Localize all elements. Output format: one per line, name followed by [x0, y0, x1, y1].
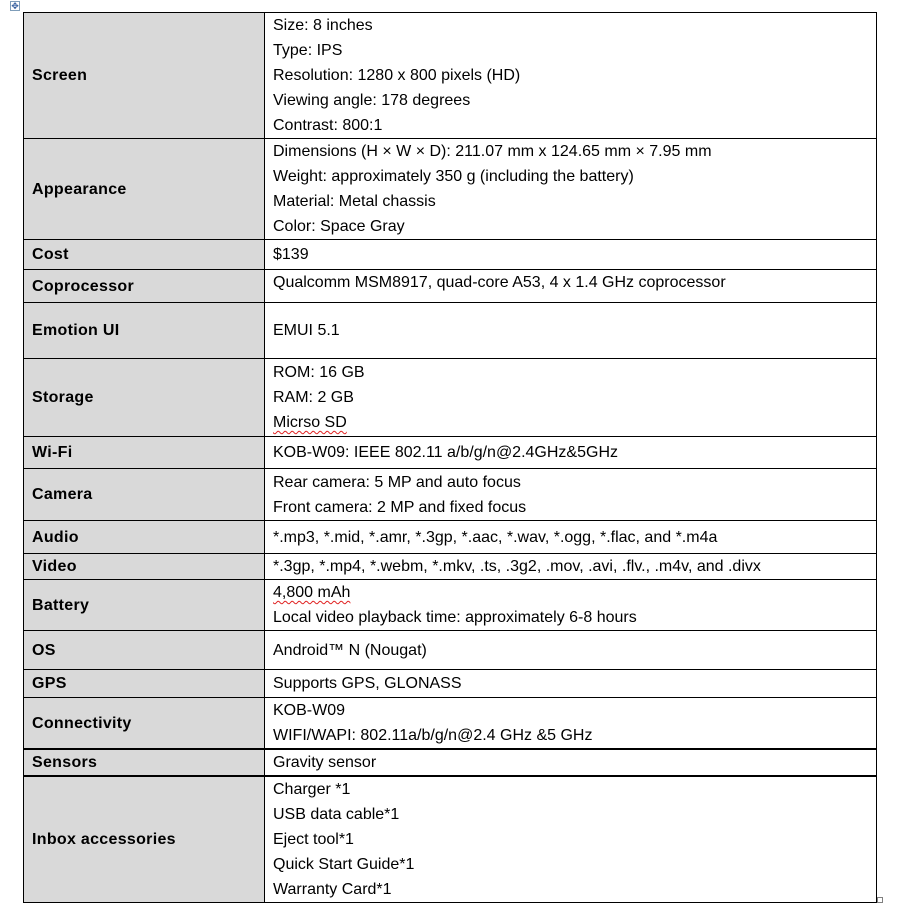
row-label-inbox-accessories: Inbox accessories	[24, 776, 265, 903]
value-line: Warranty Card*1	[273, 881, 392, 898]
row-label-cost: Cost	[24, 240, 265, 270]
row-label-connectivity: Connectivity	[24, 698, 265, 750]
value-line: KOB-W09	[273, 702, 346, 719]
value-line: RAM: 2 GB	[273, 389, 354, 406]
table-row	[24, 139, 877, 240]
row-label-audio: Audio	[24, 521, 265, 554]
value-line: *.mp3, *.mid, *.amr, *.3gp, *.aac, *.wav, *.ogg, *.flac, and *.m4a	[273, 528, 718, 546]
row-label-storage: Storage	[24, 359, 265, 437]
row-value-os[interactable]	[265, 631, 877, 670]
row-label-coprocessor: Coprocessor	[24, 270, 265, 303]
value-line: Size: 8 inches	[273, 17, 373, 34]
table-row	[24, 240, 877, 270]
table-row	[24, 698, 877, 750]
row-label-appearance: Appearance	[24, 139, 265, 240]
row-value-inbox-accessories[interactable]	[265, 776, 877, 903]
table-row	[24, 749, 877, 776]
value-line: Color: Space Gray	[273, 218, 405, 235]
spellcheck-flagged-text[interactable]: 4,800 mAh	[273, 584, 351, 601]
row-label-wifi: Wi-Fi	[24, 437, 265, 469]
row-label-gps: GPS	[24, 670, 265, 698]
table-row	[24, 270, 877, 303]
row-label-sensors: Sensors	[24, 749, 265, 776]
table-row	[24, 303, 877, 359]
row-value-gps[interactable]	[265, 670, 877, 698]
row-label-emotion-ui: Emotion UI	[24, 303, 265, 359]
row-value-sensors[interactable]	[265, 749, 877, 776]
value-line: Eject tool*1	[273, 831, 354, 848]
value-line: Front camera: 2 MP and fixed focus	[273, 498, 527, 516]
value-line	[273, 580, 868, 605]
table-row	[24, 13, 877, 139]
value-line: Quick Start Guide*1	[273, 856, 415, 873]
row-value-battery[interactable]	[265, 580, 877, 631]
table-row	[24, 776, 877, 903]
table-resize-handle[interactable]	[877, 897, 883, 903]
table-row	[24, 469, 877, 521]
value-line: USB data cable*1	[273, 806, 400, 823]
row-value-cost[interactable]	[265, 240, 877, 270]
row-value-emotion-ui[interactable]	[265, 303, 877, 359]
value-line: Android™ N (Nougat)	[273, 641, 427, 659]
value-line: *.3gp, *.mp4, *.webm, *.mkv, .ts, .3g2, .mov, .avi, .flv., .m4v, and .divx	[273, 558, 761, 575]
table-row	[24, 554, 877, 580]
row-value-appearance[interactable]	[265, 139, 877, 240]
value-line: Contrast: 800:1	[273, 117, 383, 134]
value-line: WIFI/WAPI: 802.11a/b/g/n@2.4 GHz &5 GHz	[273, 727, 593, 744]
row-label-os: OS	[24, 631, 265, 670]
value-line: Local video playback time: approximately 6-8 hours	[273, 609, 637, 626]
row-value-camera[interactable]	[265, 469, 877, 521]
value-line	[273, 410, 868, 435]
row-label-camera: Camera	[24, 469, 265, 521]
table-row	[24, 359, 877, 437]
row-value-coprocessor[interactable]	[265, 270, 877, 303]
row-value-storage[interactable]	[265, 359, 877, 437]
value-line: Supports GPS, GLONASS	[273, 675, 462, 692]
value-line: Gravity sensor	[273, 754, 377, 771]
table-row	[24, 631, 877, 670]
value-line: Rear camera: 5 MP and auto focus	[273, 473, 521, 491]
table-row	[24, 521, 877, 554]
value-line: Weight: approximately 350 g (including the battery)	[273, 168, 634, 185]
table-row	[24, 670, 877, 698]
value-line: Resolution: 1280 x 800 pixels (HD)	[273, 67, 521, 84]
table-row	[24, 580, 877, 631]
value-line: KOB-W09: IEEE 802.11 a/b/g/n@2.4GHz&5GHz	[273, 444, 618, 461]
value-line: $139	[273, 246, 309, 263]
value-line: Viewing angle: 178 degrees	[273, 92, 471, 109]
value-line: Dimensions (H × W × D): 211.07 mm x 124.65 mm × 7.95 mm	[273, 143, 712, 160]
spellcheck-flagged-text[interactable]: Micrso SD	[273, 414, 347, 431]
table-move-handle[interactable]	[10, 1, 20, 11]
row-value-wifi[interactable]	[265, 437, 877, 469]
value-line: Type: IPS	[273, 42, 343, 59]
row-value-audio[interactable]	[265, 521, 877, 554]
row-value-screen[interactable]	[265, 13, 877, 139]
move-cross-icon: ✥	[11, 1, 19, 11]
table-row	[24, 437, 877, 469]
row-value-video[interactable]	[265, 554, 877, 580]
value-line: Material: Metal chassis	[273, 193, 436, 210]
row-label-video: Video	[24, 554, 265, 580]
spec-table	[23, 12, 877, 903]
value-line: Charger *1	[273, 781, 351, 798]
row-label-screen: Screen	[24, 13, 265, 139]
row-value-connectivity[interactable]	[265, 698, 877, 750]
value-line: ROM: 16 GB	[273, 364, 365, 381]
row-label-battery: Battery	[24, 580, 265, 631]
value-line: Qualcomm MSM8917, quad-core A53, 4 x 1.4 GHz coprocessor	[273, 274, 726, 291]
value-line: EMUI 5.1	[273, 322, 340, 339]
